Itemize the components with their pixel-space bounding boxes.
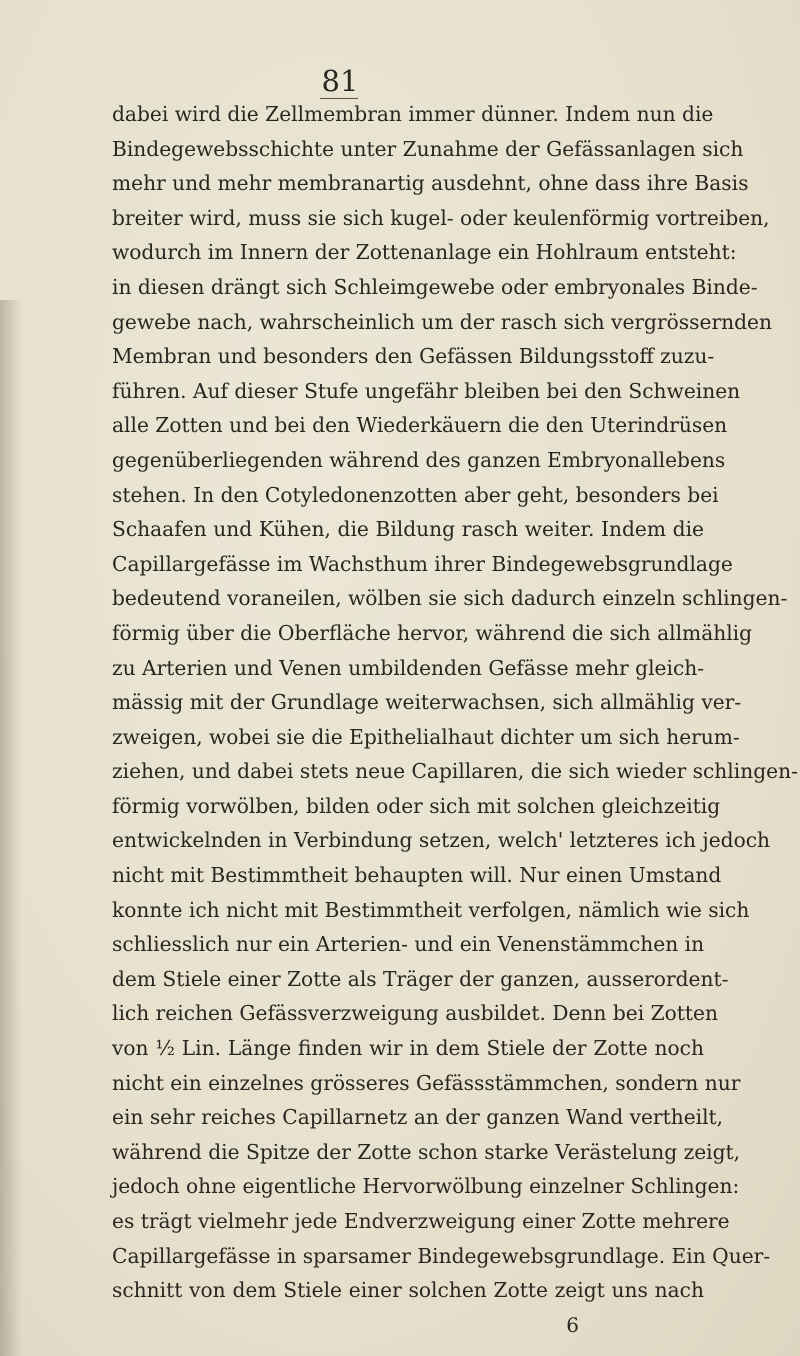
text-line: nicht ein einzelnes grösseres Gefässstämmchen, sondern nur xyxy=(112,1070,741,1095)
binding-shadow xyxy=(0,300,22,1356)
text-line: förmig vorwölben, bilden oder sich mit solchen gleichzeitig xyxy=(112,793,721,818)
body-paragraph xyxy=(112,97,798,1342)
text-line: Membran und besonders den Gefässen Bildungsstoff zuzu- xyxy=(112,344,715,369)
text-line: lich reichen Gefässverzweigung ausbildet. Denn bei Zotten xyxy=(112,1001,718,1026)
text-line: führen. Auf dieser Stufe ungefähr bleiben bei den Schweinen xyxy=(112,378,741,403)
text-line: entwickelnden in Verbindung setzen, welch' letzteres ich jedoch xyxy=(112,828,771,853)
text-line: gegenüberliegenden während des ganzen Embryonallebens xyxy=(112,447,726,472)
text-line: Capillargefässe in sparsamer Bindegewebsgrundlage. Ein Quer- xyxy=(112,1243,771,1268)
text-line: breiter wird, muss sie sich kugel- oder keulenförmig vortreiben, xyxy=(112,205,770,230)
text-line: Schaafen und Kühen, die Bildung rasch weiter. Indem die xyxy=(112,517,704,542)
text-line: nicht mit Bestimmtheit behaupten will. Nur einen Umstand xyxy=(112,863,722,888)
text-line: jedoch ohne eigentliche Hervorwölbung einzelner Schlingen: xyxy=(112,1174,740,1199)
text-line: konnte ich nicht mit Bestimmtheit verfolgen, nämlich wie sich xyxy=(112,897,750,922)
text-line: dabei wird die Zellmembran immer dünner. Indem nun die xyxy=(112,102,714,126)
text-line: Capillargefässe im Wachsthum ihrer Bindegewebsgrundlage xyxy=(112,551,733,576)
text-line: bedeutend voraneilen, wölben sie sich dadurch einzeln schlingen- xyxy=(112,586,788,611)
page-number: 81 xyxy=(321,64,359,98)
text-line: zu Arterien und Venen umbildenden Gefässe mehr gleich- xyxy=(112,655,705,680)
text-line: ziehen, und dabei stets neue Capillaren, die sich wieder schlingen- xyxy=(112,759,798,784)
text-line: in diesen drängt sich Schleimgewebe oder embryonales Binde- xyxy=(112,274,758,299)
text-line: zweigen, wobei sie die Epithelialhaut dichter um sich herum- xyxy=(112,724,740,749)
text-line: stehen. In den Cotyledonenzotten aber geht, besonders bei xyxy=(112,482,719,507)
text-line: mehr und mehr membranartig ausdehnt, ohne dass ihre Basis xyxy=(112,171,749,196)
text-line: wodurch im Innern der Zottenanlage ein Hohlraum entsteht: xyxy=(112,240,737,265)
text-line: während die Spitze der Zotte schon starke Verästelung zeigt, xyxy=(112,1139,741,1164)
text-line: dem Stiele einer Zotte als Träger der ganzen, ausserordent- xyxy=(112,966,729,991)
text-line: gewebe nach, wahrscheinlich um der rasch sich vergrössernden xyxy=(112,309,772,334)
text-line: es trägt vielmehr jede Endverzweigung einer Zotte mehrere xyxy=(112,1209,730,1233)
text-line: alle Zotten und bei den Wiederkäuern die den Uterindrüsen xyxy=(112,413,728,438)
text-line: mässig mit der Grundlage weiterwachsen, sich allmählig ver- xyxy=(112,690,742,715)
text-line: schliesslich nur ein Arterien- und ein Venenstämmchen in xyxy=(112,932,705,957)
signature-mark: 6 xyxy=(566,1312,579,1337)
text-line: schnitt von dem Stiele einer solchen Zotte zeigt uns nach xyxy=(112,1278,704,1303)
text-line: förmig über die Oberfläche hervor, während die sich allmählig xyxy=(112,620,753,645)
text-line: ein sehr reiches Capillarnetz an der ganzen Wand vertheilt, xyxy=(112,1105,724,1130)
text-line: Bindegewebsschichte unter Zunahme der Gefässanlagen sich xyxy=(112,136,744,161)
text-line: von ½ Lin. Länge finden wir in dem Stiele der Zotte noch xyxy=(112,1036,704,1061)
